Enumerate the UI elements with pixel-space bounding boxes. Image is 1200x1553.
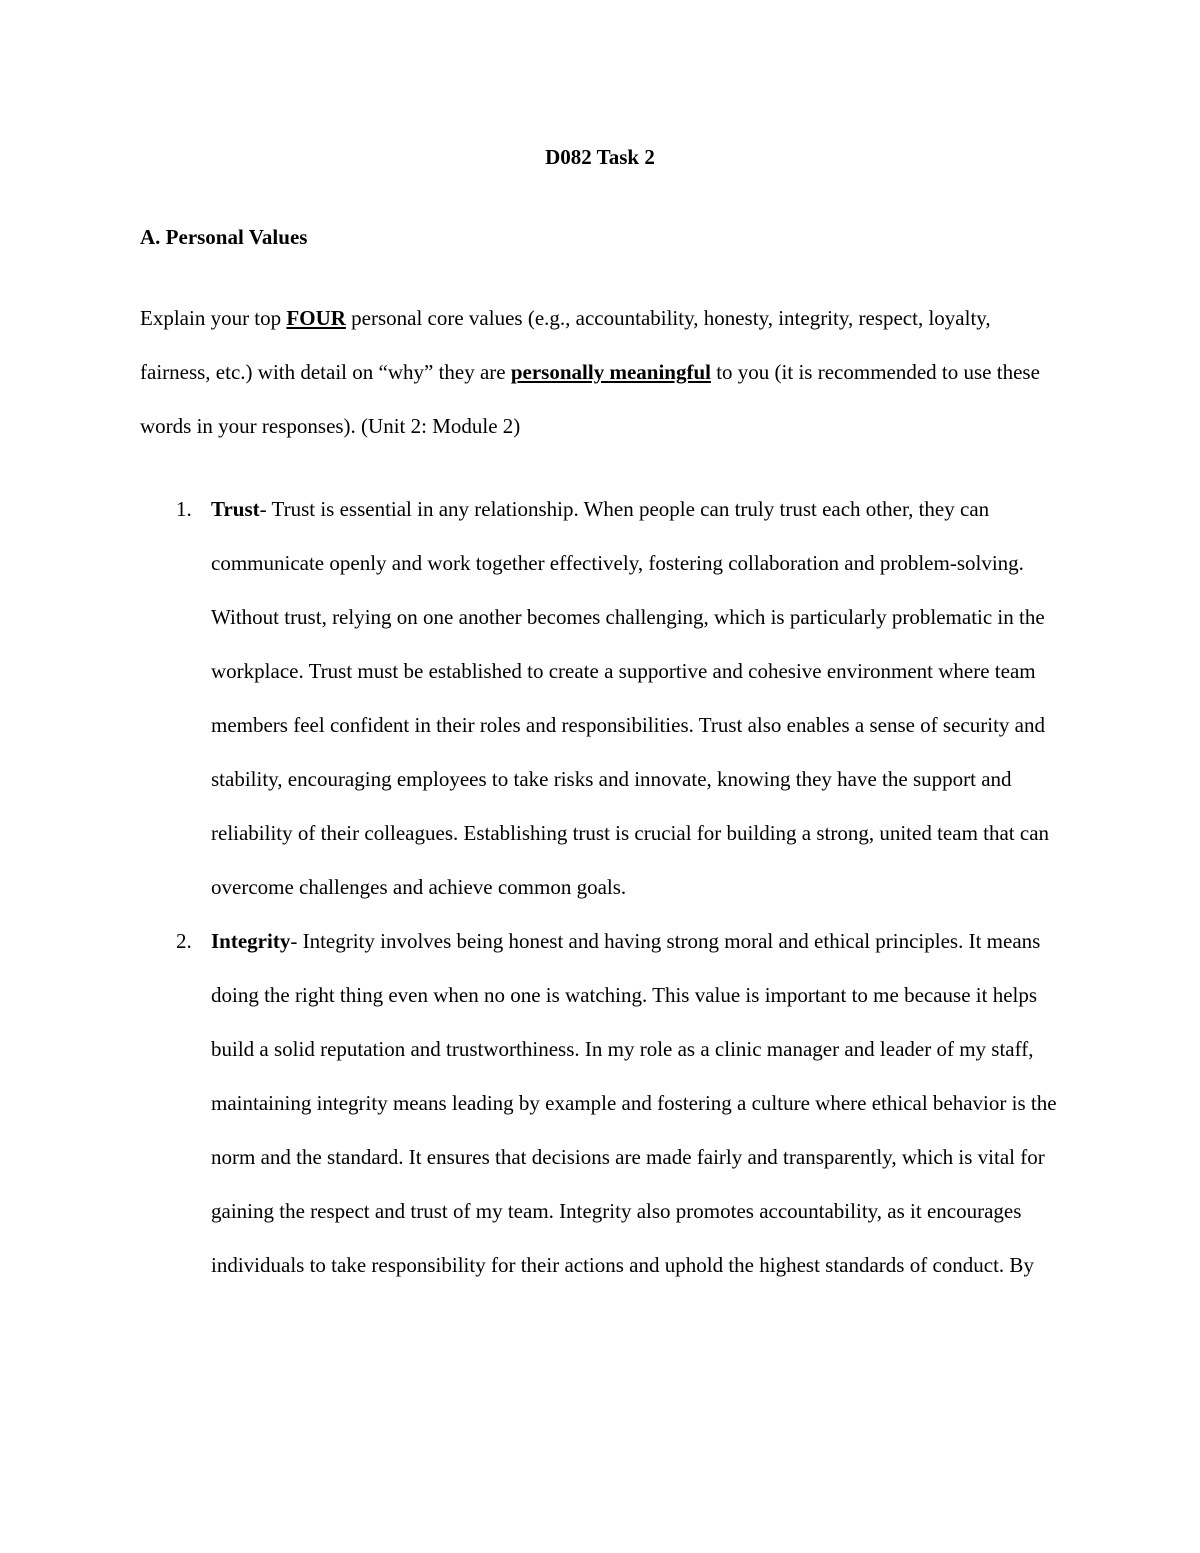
list-item-text: - Integrity involves being honest and having strong moral and ethical principles. It means doing the right thing even when no one is watching. This value is important to me because it helps build a solid reputation and trustworthiness. In my role as a clinic manager and leader of my staff, maintaining integrity means leading by example and fostering a culture where ethical behavior is the norm and the standard. It ensures that decisions are made fairly and transparently, which is vital for gaining the respect and trust of my team. Integrity also promotes accountability, as it encourages individuals to take responsibility for their actions and uphold the highest standards of conduct. By bbox=[211, 929, 1057, 1277]
prompt-paragraph bbox=[140, 291, 1060, 453]
list-item-text: - Trust is essential in any relationship. When people can truly trust each other, they can communicate openly and work together effectively, fostering collaboration and problem-solving. Without trust, relying on one another becomes challenging, which is particularly problematic in the workplace. Trust must be established to create a supportive and cohesive environment where team members feel confident in their roles and responsibilities. Trust also enables a sense of security and stability, encouraging employees to take risks and innovate, knowing they have the support and reliability of their colleagues. Establishing trust is crucial for building a strong, united team that can overcome challenges and achieve common goals. bbox=[211, 497, 1050, 899]
list-item-term: Trust bbox=[211, 497, 260, 521]
list-item-number: 2. bbox=[176, 929, 192, 953]
prompt-text-2: personal core values (e.g., accountability, honesty, integrity, respect, loyalty, fairness, etc.) with detail on “why” they are bbox=[140, 306, 991, 384]
prompt-text-1: Explain your top bbox=[140, 306, 287, 330]
prompt-emphasis-meaningful: personally meaningful bbox=[510, 360, 711, 384]
document-title: D082 Task 2 bbox=[545, 145, 655, 169]
values-list bbox=[0, 482, 1200, 1292]
list-item-body bbox=[211, 482, 1061, 914]
prompt-text-3: to you (it is recommended to use these words in your responses). (Unit 2: Module 2) bbox=[140, 360, 1040, 438]
list-item bbox=[0, 482, 1200, 914]
list-item bbox=[0, 914, 1200, 1292]
section-heading: A. Personal Values bbox=[140, 225, 308, 249]
list-item-number: 1. bbox=[176, 497, 192, 521]
list-item-term: Integrity bbox=[211, 929, 291, 953]
list-item-body bbox=[211, 914, 1061, 1292]
prompt-emphasis-four: FOUR bbox=[286, 306, 346, 330]
